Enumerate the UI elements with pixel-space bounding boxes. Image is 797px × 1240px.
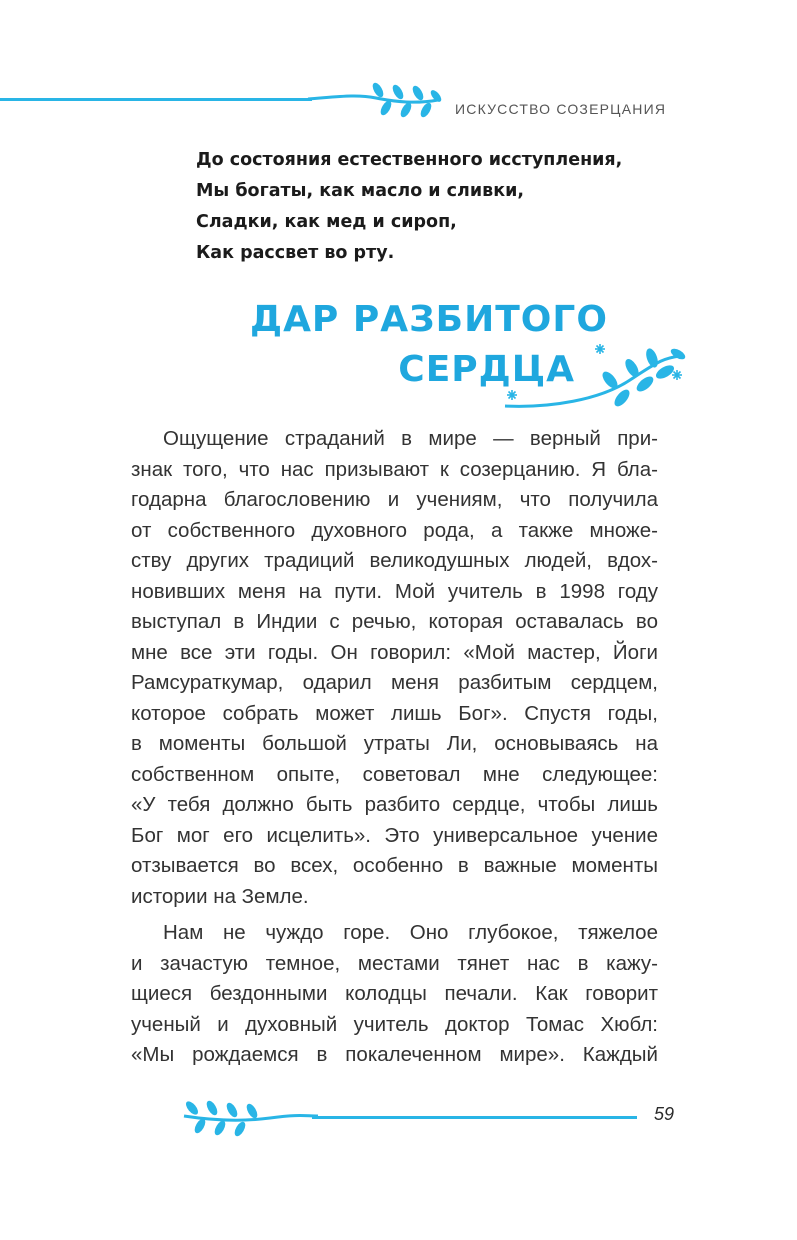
paragraph — [131, 918, 658, 1071]
footer-rule — [312, 1116, 637, 1119]
text-line: отзывается во всех, особенно в важные моменты — [131, 854, 658, 877]
running-head: ИСКУССТВО СОЗЕРЦАНИЯ — [455, 101, 667, 117]
heading-line: СЕРДЦА — [398, 349, 575, 390]
page-number: 59 — [654, 1104, 675, 1124]
leaf-vine-icon — [306, 82, 446, 122]
epigraph-line: Как рассвет во рту. — [196, 243, 395, 263]
text-line: истории на Земле. — [131, 884, 309, 908]
text-line: от собственного духовного рода, а также множе- — [131, 518, 658, 542]
paragraph — [131, 424, 658, 912]
text-line: Нам не чуждо горе. Оно глубокое, тяжелое — [163, 921, 658, 944]
text-line: Бог мог его исцелить». Это универсальное учение — [131, 823, 658, 847]
text-line: новивших меня на пути. Мой учитель в 1998 году — [131, 579, 658, 603]
leaf-vine-icon — [500, 338, 690, 418]
text-line: которое собрать может лишь Бог». Спустя годы, — [131, 701, 658, 725]
text-line: годарна благословению и учениям, что получила — [131, 488, 658, 511]
epigraph — [196, 145, 696, 269]
text-line: щиеся бездонными колодцы печали. Как говорит — [131, 982, 658, 1005]
text-line: в моменты большой утраты Ли, основываясь на — [131, 732, 658, 755]
text-line: ству других традиций великодушных людей, вдох- — [131, 549, 658, 572]
epigraph-line: Мы богаты, как масло и сливки, — [196, 181, 524, 201]
snowflake-icon — [507, 344, 682, 400]
text-line: мне все эти годы. Он говорил: «Мой мастер, Йоги — [131, 640, 658, 664]
text-line: Рамсураткумар, одарил меня разбитым сердцем, — [131, 671, 658, 694]
text-line: выступал в Индии с речью, которая оставалась во — [131, 610, 658, 633]
text-line: собственном опыте, советовал мне следующее: — [131, 762, 658, 786]
header-rule — [0, 98, 312, 101]
epigraph-line: До состояния естественного исступления, — [196, 150, 623, 170]
text-line: «Мы рождаемся в покалеченном мире». Каждый — [131, 1043, 658, 1066]
epigraph-line: Сладки, как мед и сироп, — [196, 212, 457, 232]
body-text — [131, 424, 658, 1071]
text-line: знак того, что нас призывают к созерцанию. Я бла- — [131, 457, 658, 481]
text-line: и зачастую темное, местами тянет нас в кажу- — [131, 951, 658, 975]
text-line: ученый и духовный учитель доктор Томас Хюбл: — [131, 1012, 658, 1036]
text-line: «У тебя должно быть разбито сердце, чтобы лишь — [131, 793, 658, 816]
leaf-vine-icon — [180, 1098, 320, 1138]
heading-line: ДАР РАЗБИТОГО — [250, 299, 608, 340]
text-line: Ощущение страданий в мире — верный при- — [163, 427, 658, 450]
